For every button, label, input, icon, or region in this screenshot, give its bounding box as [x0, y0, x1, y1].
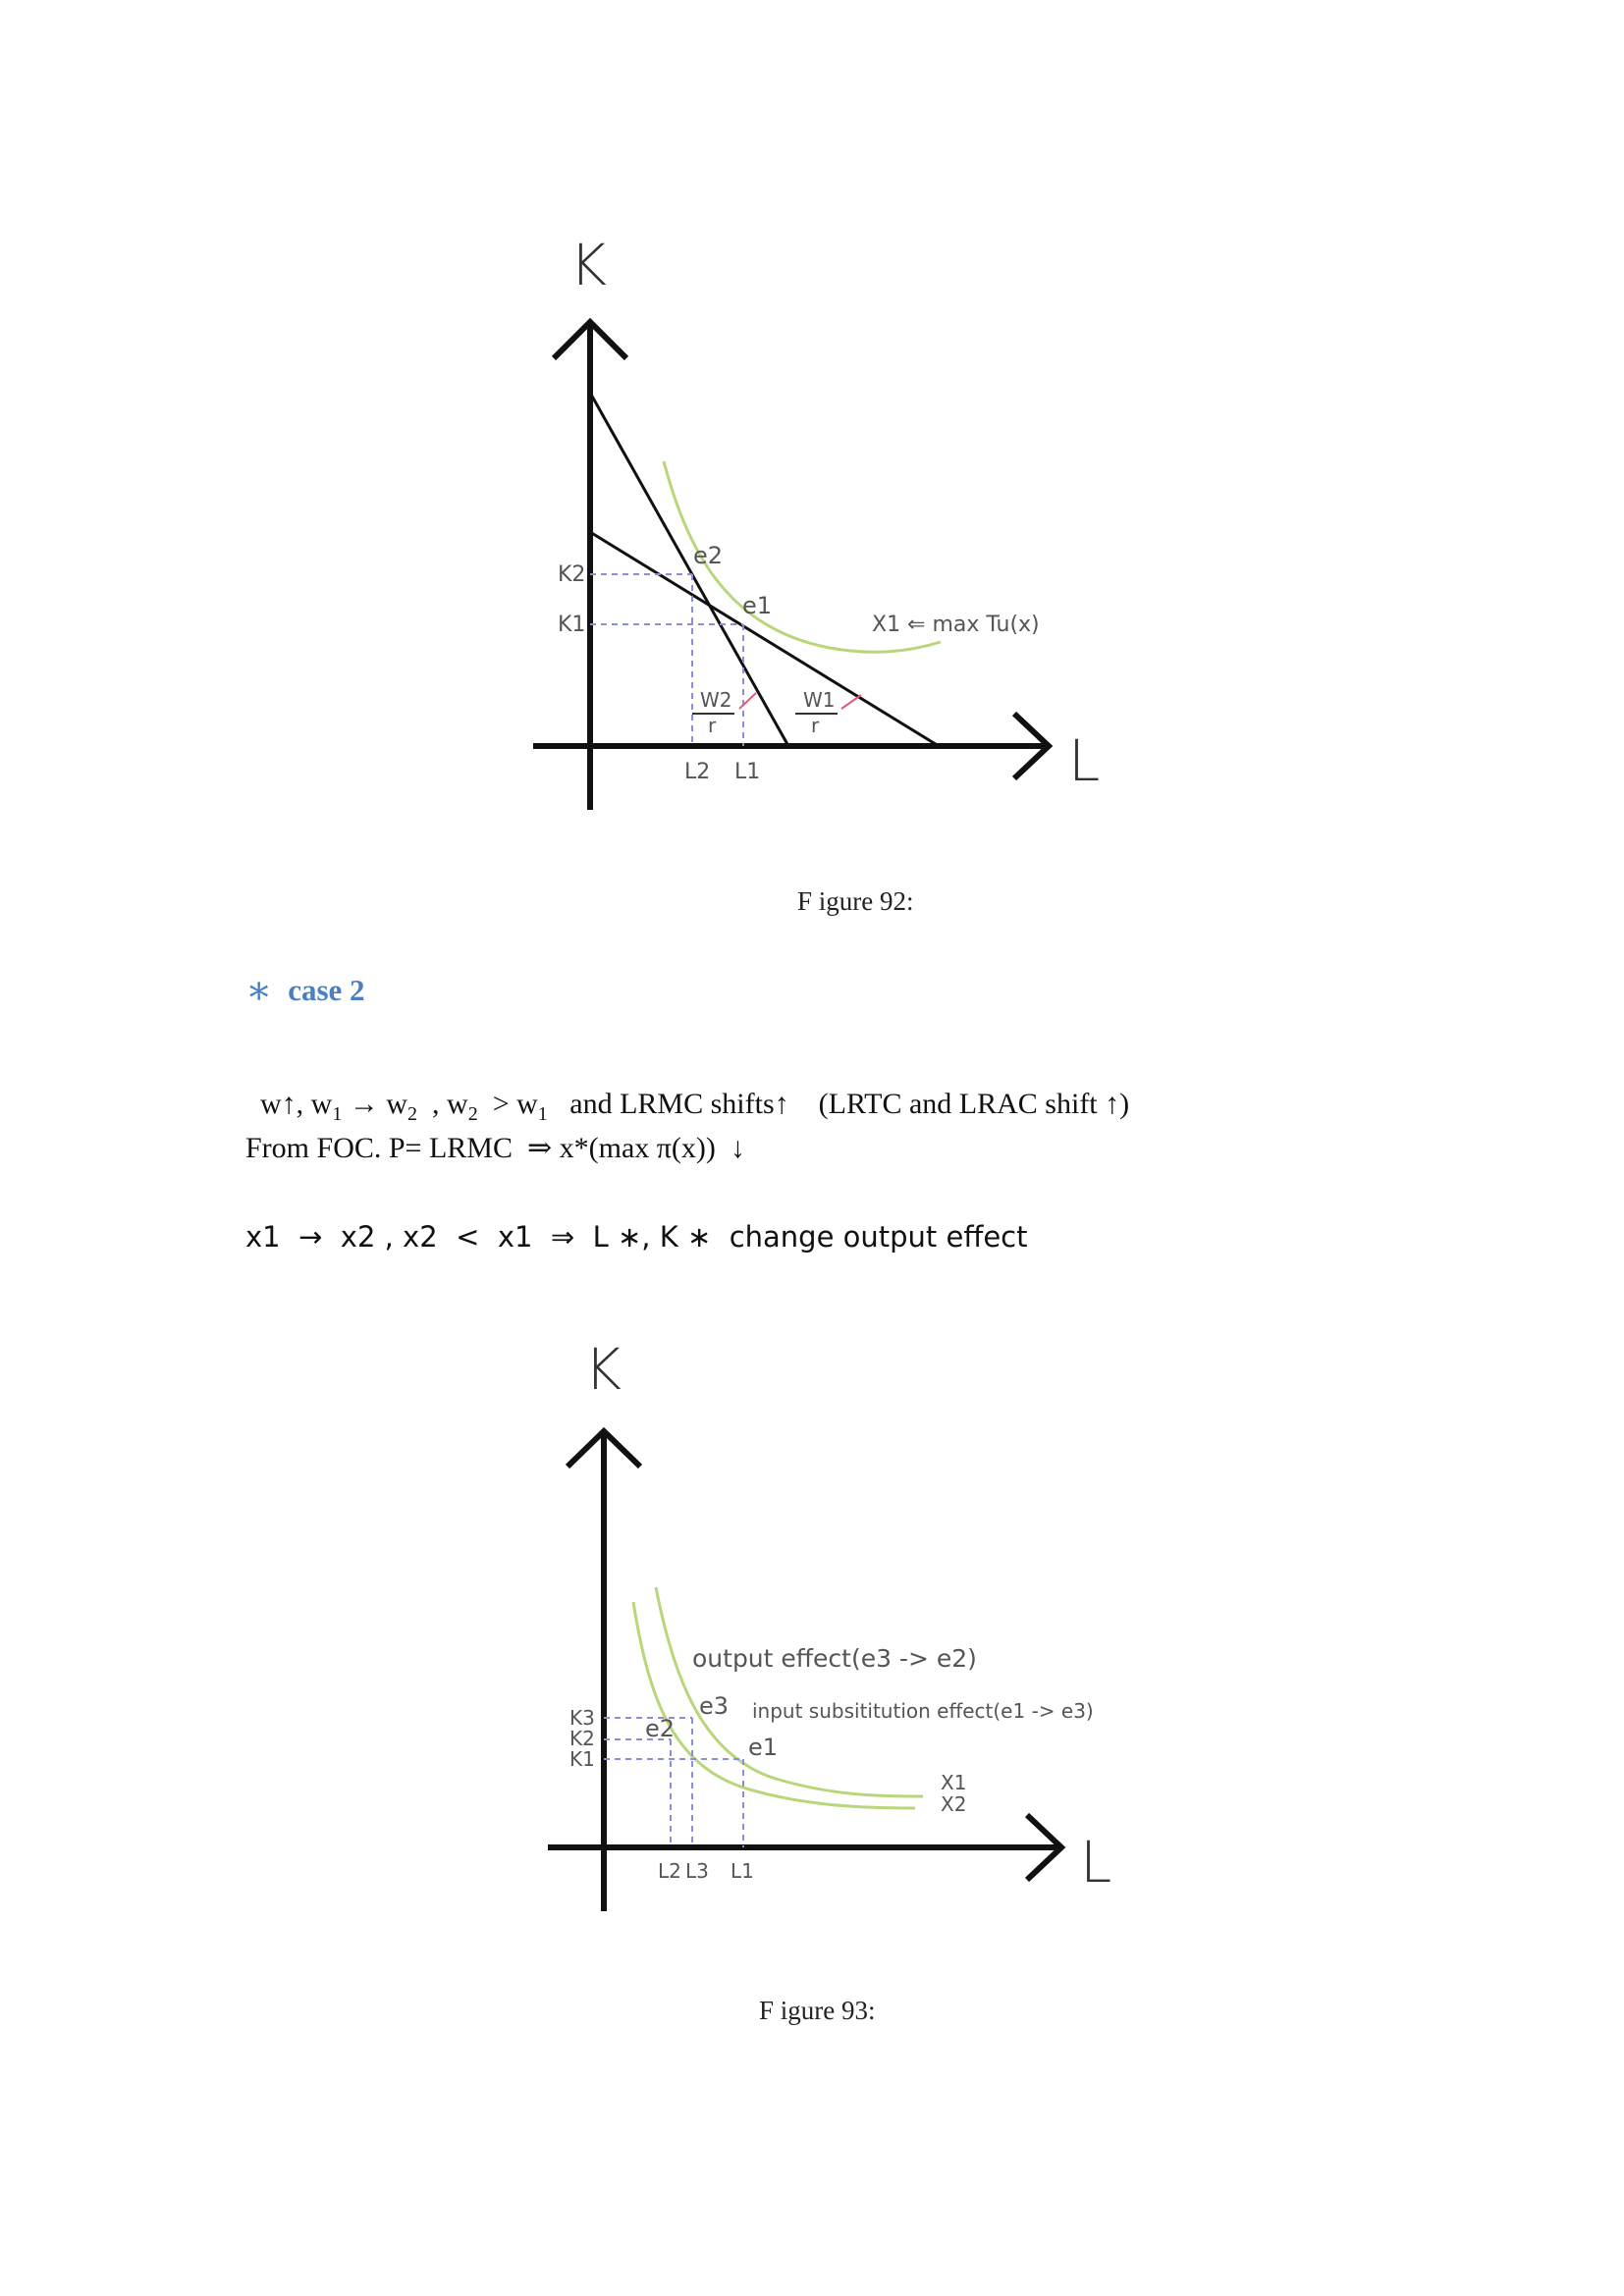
sub-2a: 2: [407, 1103, 418, 1125]
sub-1a: 1: [332, 1103, 343, 1125]
fig92-isocost-steep: [590, 393, 788, 746]
fig92-w2-pointer: [739, 693, 756, 709]
fig92-w1-pointer: [841, 695, 861, 709]
text-line-3: x1 → x2 , x2 < x1 ⇒ L ∗, K ∗ change output effect: [245, 1220, 1028, 1254]
fig92-w2-denominator: r: [708, 714, 717, 737]
fig92-k1-label: K1: [558, 613, 586, 637]
fig92-k-label: K: [569, 232, 608, 298]
fig93-l1-label: L1: [731, 1859, 754, 1883]
line1-part-e: and LRMC shifts↑ (LRTC and LRAC shift ↑): [547, 1088, 1130, 1120]
fig92-w1-numerator: W1: [803, 688, 836, 712]
fig93-input-effect-label: input subsititution effect(e1 -> e3): [752, 1699, 1094, 1723]
fig93-k3-label: K3: [569, 1706, 595, 1730]
line1-part-c: , w: [417, 1088, 468, 1120]
fig92-w1-denominator: r: [811, 714, 820, 737]
asterisk-icon: ∗: [245, 968, 273, 1012]
fig93-isoquant-x1: [656, 1587, 923, 1796]
case-heading-text: case 2: [288, 973, 365, 1007]
fig93-e1-label: e1: [748, 1734, 779, 1761]
figure-92-caption: F igure 92:: [797, 886, 914, 916]
fig92-l1-label: L1: [734, 760, 761, 784]
fig92-k2-label: K2: [558, 562, 586, 587]
fig93-l-label: L: [1080, 1829, 1112, 1896]
figure-93-caption: F igure 93:: [759, 1996, 876, 2025]
line1-part-b: → w: [342, 1088, 408, 1120]
fig93-k-label: K: [584, 1336, 623, 1403]
line1-part-a: w↑, w: [260, 1088, 333, 1120]
fig93-e2-label: e2: [645, 1715, 676, 1742]
fig93-x2-label: X2: [941, 1792, 967, 1816]
fig93-l3-label: L3: [685, 1859, 709, 1883]
case-heading: [245, 967, 365, 1013]
fig93-x1-label: X1: [941, 1771, 967, 1794]
text-line-2: From FOC. P= LRMC ⇒ x*(max π(x)) ↓: [245, 1132, 745, 1164]
line1-part-d: > w: [477, 1088, 538, 1120]
fig93-k1-label: K1: [569, 1747, 595, 1771]
fig93-l2-label: L2: [658, 1859, 681, 1883]
fig92-e1-label: e1: [742, 592, 773, 619]
fig92-e2-label: e2: [693, 542, 724, 569]
sub-1b: 1: [537, 1103, 548, 1125]
fig92-curve-label: X1 ⇐ max Tu(x): [872, 613, 1040, 637]
fig93-e3-label: e3: [699, 1692, 730, 1720]
fig92-w2-numerator: W2: [700, 688, 732, 712]
fig93-output-effect-label: output effect(e3 -> e2): [692, 1644, 977, 1673]
sub-2b: 2: [467, 1103, 478, 1125]
fig93-k2-label: K2: [569, 1727, 595, 1750]
fig92-isocost-flat: [590, 532, 939, 746]
text-line-1: [245, 1054, 1129, 1126]
fig92-l2-label: L2: [684, 760, 711, 784]
fig92-l-label: L: [1068, 727, 1101, 794]
